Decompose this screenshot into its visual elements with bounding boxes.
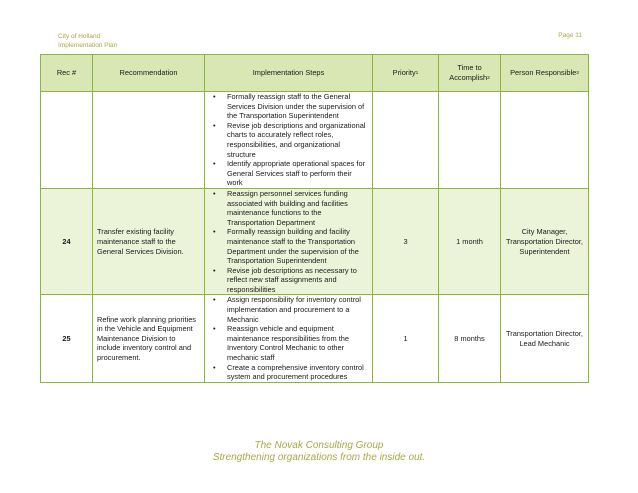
steps-list xyxy=(207,295,368,381)
col-header-time-line2: Accomplish xyxy=(449,72,488,82)
priority-value: 3 xyxy=(373,188,439,295)
time-value: 1 month xyxy=(439,188,501,295)
time-value: 8 months xyxy=(439,295,501,382)
priority-value: 1 xyxy=(373,295,439,382)
table-row xyxy=(41,295,589,382)
header-org: City of Holland xyxy=(58,33,101,40)
col-header-priority-label: Priority xyxy=(392,67,416,77)
page-header-left xyxy=(58,32,117,50)
table-row xyxy=(41,92,589,189)
recommendation-text: Refine work planning priorities in the Vehicle and Equipment Maintenance Division to include inventory control and procurement. xyxy=(93,295,205,382)
person-value: Transportation Director, Lead Mechanic xyxy=(501,295,589,382)
page-number: Page 11 xyxy=(558,32,582,39)
col-header-steps: Implementation Steps xyxy=(205,55,373,92)
col-header-person-footnote: 3 xyxy=(576,70,579,76)
rec-number: 24 xyxy=(41,188,93,295)
person-value xyxy=(501,92,589,189)
col-header-rec: Rec # xyxy=(41,55,93,92)
col-header-time-line1: Time to xyxy=(457,62,482,72)
time-value xyxy=(439,92,501,189)
footer-tagline: Strengthening organizations from the inside out. xyxy=(212,452,426,463)
rec-number xyxy=(41,92,93,189)
col-header-time xyxy=(439,55,501,92)
step-item: • Formally reassign staff to the General Services Division under the supervision of the Transportation Superintendent xyxy=(207,92,368,121)
col-header-priority-footnote: 1 xyxy=(415,70,419,76)
step-item: • Revise job descriptions and organizational charts to accurately reflect roles, responsibilities, and organizational structure xyxy=(207,121,368,159)
col-header-recommendation: Recommendation xyxy=(93,55,205,92)
step-item: • Formally reassign building and facility maintenance staff to the Transportation Department under the supervision of the Transportation Superintendent xyxy=(207,227,368,265)
implementation-steps xyxy=(205,188,373,295)
recommendation-text xyxy=(93,92,205,189)
step-item: • Identify appropriate operational spaces for General Services staff to perform their work xyxy=(207,159,368,188)
col-header-time-footnote: 2 xyxy=(487,75,490,81)
page-footer xyxy=(0,440,638,464)
col-header-person-label: Person Responsible xyxy=(510,67,577,77)
implementation-steps xyxy=(205,295,373,382)
implementation-table xyxy=(40,54,589,383)
rec-number: 25 xyxy=(41,295,93,382)
steps-list xyxy=(207,189,368,295)
priority-value xyxy=(373,92,439,189)
person-value: City Manager, Transportation Director, Superintendent xyxy=(501,188,589,295)
table-row xyxy=(41,188,589,295)
step-item: • Reassign vehicle and equipment maintenance responsibilities from the Inventory Control Mechanic to other mechanic staff xyxy=(207,324,368,362)
footer-company: The Novak Consulting Group xyxy=(254,440,384,451)
step-item: • Revise job descriptions as necessary to reflect new staff assignments and responsibilities xyxy=(207,266,368,295)
step-item: • Create a comprehensive inventory control system and procurement procedures xyxy=(207,363,368,382)
steps-list xyxy=(207,92,368,188)
implementation-steps xyxy=(205,92,373,189)
table-header-row xyxy=(41,55,589,92)
col-header-person xyxy=(501,55,589,92)
step-item: • Reassign personnel services funding associated with building and facilities maintenance functions to the Transportation Department xyxy=(207,189,368,227)
step-item: • Assign responsibility for inventory control implementation and procurement to a Mechanic xyxy=(207,295,368,324)
col-header-priority xyxy=(373,55,439,92)
recommendation-text: Transfer existing facility maintenance staff to the General Services Division. xyxy=(93,188,205,295)
header-doc-title: Implementation Plan xyxy=(58,42,118,49)
